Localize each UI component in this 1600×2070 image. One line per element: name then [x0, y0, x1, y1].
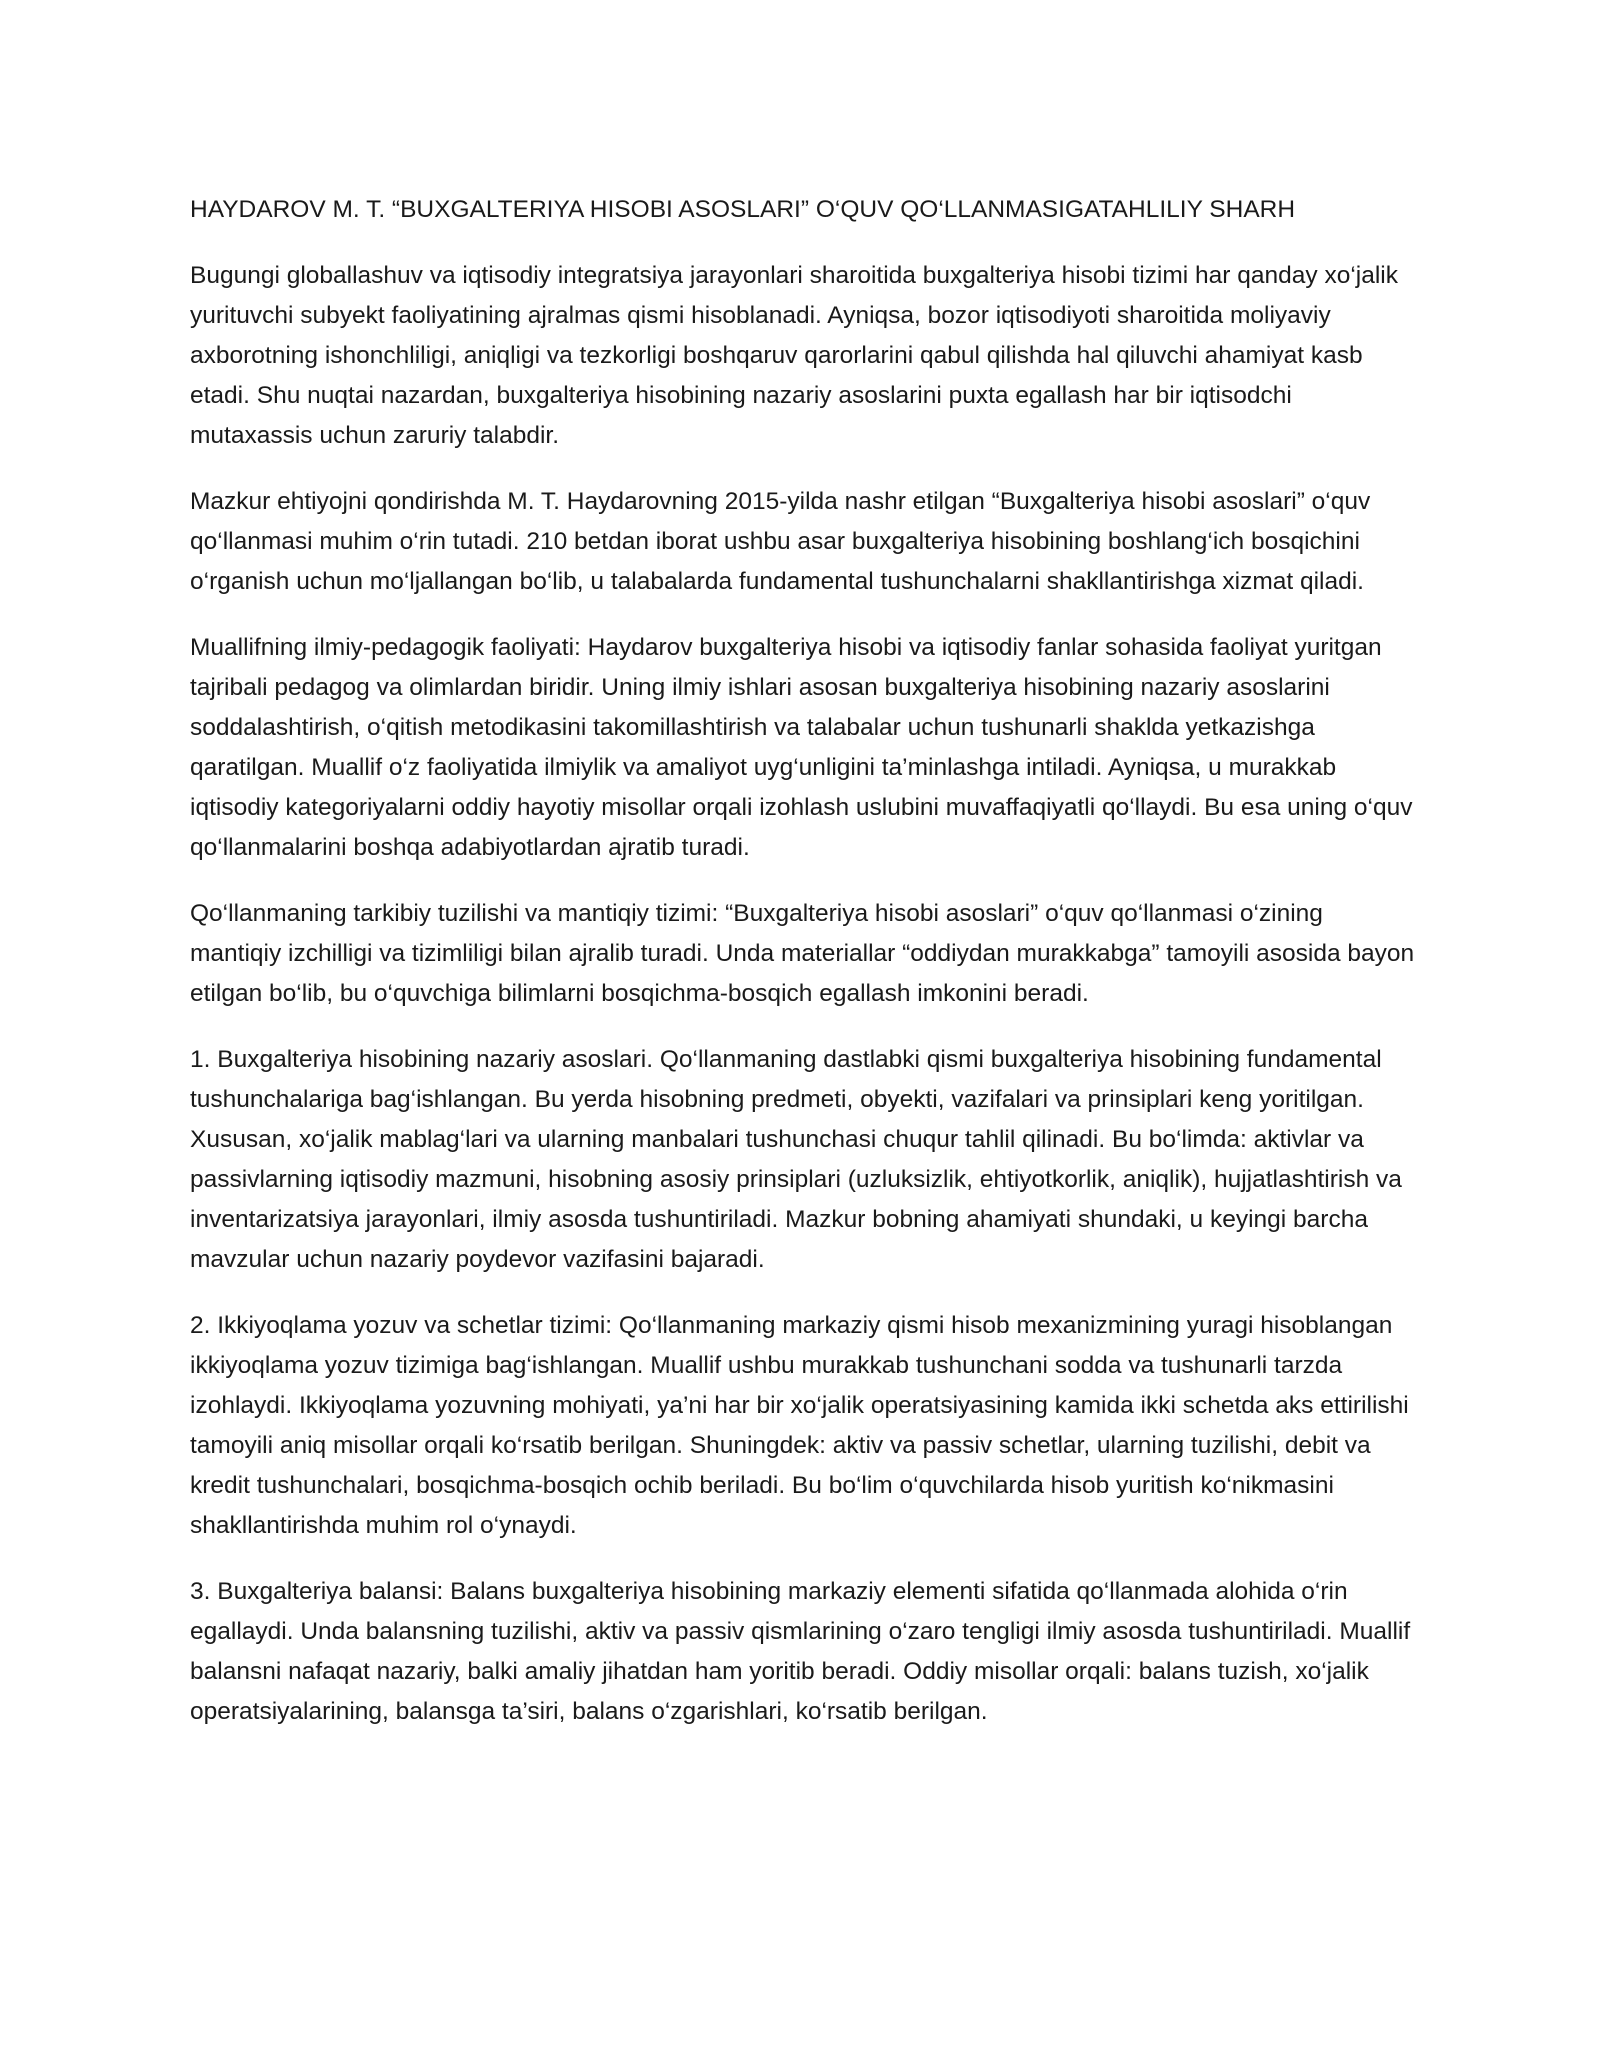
paragraph-section-2: 2. Ikkiyoqlama yozuv va schetlar tizimi: Qo‘llanmaning markaziy qismi hisob mexanizmining yuragi hisoblangan ikkiyoqlama yozuv tizimiga bag‘ishlangan. Muallif ushbu murakkab tushunchani sodda va tushunarli tarzda izohlaydi. Ikkiyoqlama yozuvning mohiyati, ya’ni har bir xo‘jalik operatsiyasining kamida ikki schetda aks ettirilishi tamoyili aniq misollar orqali ko‘rsatib berilgan. Shuningdek: aktiv va passiv schetlar, ularning tuzilishi, debit va kredit tushunchalari, bosqichma-bosqich ochib beriladi. Bu bo‘lim o‘quvchilarda hisob yuritish ko‘nikmasini shakllantirishda muhim rol o‘ynaydi.: [190, 1312, 1409, 1539]
document-title: HAYDAROV M. T. “BUXGALTERIYA HISOBI ASOSLARI” O‘QUV QO‘LLANMASIGATAHLILIY SHARH: [190, 196, 1296, 223]
paragraph-author-activity: Muallifning ilmiy-pedagogik faoliyati: Haydarov buxgalteriya hisobi va iqtisodiy fanlar sohasida faoliyat yuritgan tajribali pedagog va olimlardan biridir. Uning ilmiy ishlari asosan buxgalteriya hisobining nazariy asoslarini soddalashtirish, o‘qitish metodikasini takomillashtirish va talabalar uchun tushunarli shaklda yetkazishga qaratilgan. Muallif o‘z faoliyatida ilmiylik va amaliyot uyg‘unligini ta’minlashga intiladi. Ayniqsa, u murakkab iqtisodiy kategoriyalarni oddiy hayotiy misollar orqali izohlash uslubini muvaffaqiyatli qo‘llaydi. Bu esa uning o‘quv qo‘llanmalarini boshqa adabiyotlardan ajratib turadi.: [190, 634, 1413, 861]
paragraph-section-3: 3. Buxgalteriya balansi: Balans buxgalteriya hisobining markaziy elementi sifatida qo‘llanmada alohida o‘rin egallaydi. Unda balansning tuzilishi, aktiv va passiv qismlarining o‘zaro tengligi ilmiy asosda tushuntiriladi. Muallif balansni nafaqat nazariy, balki amaliy jihatdan ham yoritib beradi. Oddiy misollar orqali: balans tuzish, xo‘jalik operatsiyalarining, balansga ta’siri, balans o‘zgarishlari, ko‘rsatib berilgan.: [190, 1578, 1411, 1725]
paragraph-section-1: 1. Buxgalteriya hisobining nazariy asoslari. Qo‘llanmaning dastlabki qismi buxgalteriya hisobining fundamental tushunchalariga bag‘ishlangan. Bu yerda hisobning predmeti, obyekti, vazifalari va prinsiplari keng yoritilgan. Xususan, xo‘jalik mablag‘lari va ularning manbalari tushunchasi chuqur tahlil qilinadi. Bu bo‘limda: aktivlar va passivlarning iqtisodiy mazmuni, hisobning asosiy prinsiplari (uzluksizlik, ehtiyotkorlik, aniqlik), hujjatlashtirish va inventarizatsiya jarayonlari, ilmiy asosda tushuntiriladi. Mazkur bobning ahamiyati shundaki, u keyingi barcha mavzular uchun nazariy poydevor vazifasini bajaradi.: [190, 1046, 1402, 1273]
document-page: [190, 190, 1415, 1758]
paragraph-book-overview: Mazkur ehtiyojni qondirishda M. T. Haydarovning 2015-yilda nashr etilgan “Buxgalteriya hisobi asoslari” o‘quv qo‘llanmasi muhim o‘rin tutadi. 210 betdan iborat ushbu asar buxgalteriya hisobining boshlang‘ich bosqichini o‘rganish uchun mo‘ljallangan bo‘lib, u talabalarda fundamental tushunchalarni shakllantirishga xizmat qiladi.: [190, 488, 1371, 595]
paragraph-structure: Qo‘llanmaning tarkibiy tuzilishi va mantiqiy tizimi: “Buxgalteriya hisobi asoslari” o‘quv qo‘llanmasi o‘zining mantiqiy izchilligi va tizimliligi bilan ajralib turadi. Unda materiallar “oddiydan murakkabga” tamoyili asosida bayon etilgan bo‘lib, bu o‘quvchiga bilimlarni bosqichma-bosqich egallash imkonini beradi.: [190, 900, 1415, 1007]
paragraph-introduction: Bugungi globallashuv va iqtisodiy integratsiya jarayonlari sharoitida buxgalteriya hisobi tizimi har qanday xo‘jalik yurituvchi subyekt faoliyatining ajralmas qismi hisoblanadi. Ayniqsa, bozor iqtisodiyoti sharoitida moliyaviy axborotning ishonchliligi, aniqligi va tezkorligi boshqaruv qarorlarini qabul qilishda hal qiluvchi ahamiyat kasb etadi. Shu nuqtai nazardan, buxgalteriya hisobining nazariy asoslarini puxta egallash har bir iqtisodchi mutaxassis uchun zaruriy talabdir.: [190, 262, 1398, 449]
